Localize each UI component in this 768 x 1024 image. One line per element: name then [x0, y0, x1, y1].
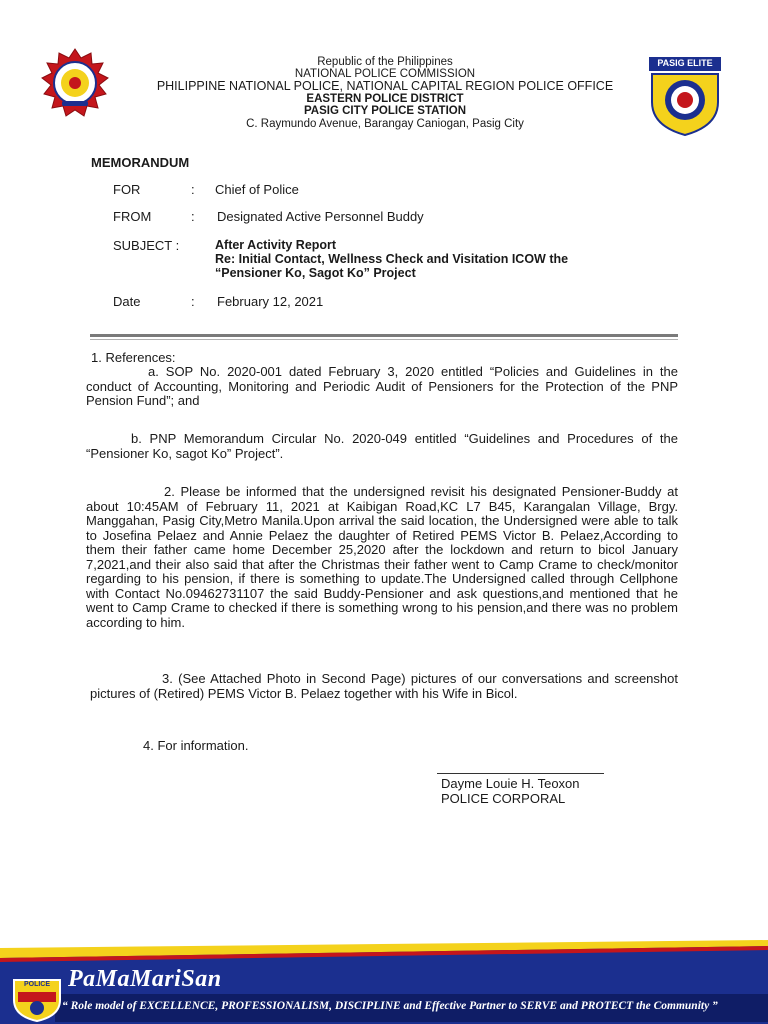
header-pnp: PHILIPPINE NATIONAL POLICE, NATIONAL CAPITAL REGION POLICE OFFICE	[156, 79, 614, 93]
subject-label: SUBJECT :	[113, 238, 180, 253]
header-epd: EASTERN POLICE DISTRICT	[306, 93, 464, 105]
date-label: Date	[113, 294, 141, 309]
from-value: Designated Active Personnel Buddy	[217, 209, 424, 224]
header-republic: Republic of the Philippines	[317, 56, 453, 68]
pasig-elite-logo	[646, 56, 724, 136]
from-label: FROM	[113, 209, 152, 224]
footer-banner	[0, 940, 768, 1024]
header-station: PASIG CITY POLICE STATION	[303, 105, 467, 117]
subject-line-1: After Activity Report	[215, 238, 337, 252]
reference-a: a. SOP No. 2020-001 dated February 3, 2020 entitled “Policies and Guidelines in the conduct of Accounting, Monitoring and Periodic Audit of Pensioners for the Protection of the PNP Pension Fund”; and	[86, 364, 678, 408]
paragraph-4: 4. For information.	[143, 738, 249, 753]
date-colon: :	[191, 294, 195, 309]
for-label: FOR	[113, 182, 141, 197]
police-badge	[10, 974, 64, 1024]
subject-line-2: Re: Initial Contact, Wellness Check and Visitation ICOW the	[215, 252, 569, 266]
header-napolcom: NATIONAL POLICE COMMISSION	[294, 68, 476, 80]
signatory-rank: POLICE CORPORAL	[441, 791, 566, 806]
for-value: Chief of Police	[215, 182, 299, 197]
paragraph-3: 3. (See Attached Photo in Second Page) pictures of our conversations and screenshot pictures of (Retired) PEMS Victor B. Pelaez together with his Wife in Bicol.	[90, 671, 678, 701]
pnp-logo	[40, 48, 110, 118]
from-colon: :	[191, 209, 195, 224]
separator-rule-thin	[90, 339, 678, 340]
references-heading: 1. References:	[91, 350, 176, 365]
reference-b: b. PNP Memorandum Circular No. 2020-049 entitled “Guidelines and Procedures of the “Pensioner Ko, sagot Ko” Project”.	[86, 431, 678, 461]
for-colon: :	[191, 182, 195, 197]
memo-title: MEMORANDUM	[91, 155, 190, 170]
footer-brand: PaMaMariSan	[68, 966, 222, 992]
separator-rule	[90, 334, 678, 337]
pasig-elite-label: PASIG ELITE	[657, 58, 713, 68]
footer-tagline: “ Role model of EXCELLENCE, PROFESSIONALISM, DISCIPLINE and Effective Partner to SERVE and PROTECT the Community ”	[62, 1000, 718, 1012]
signatory-name: Dayme Louie H. Teoxon	[441, 776, 580, 791]
subject-line-3: “Pensioner Ko, Sagot Ko” Project	[215, 266, 416, 280]
date-value: February 12, 2021	[217, 294, 324, 309]
paragraph-2: 2. Please be informed that the undersigned revisit his designated Pensioner-Buddy at about 10:45AM of February 11, 2021 at Kaibigan Road,KC L7 B45, Karangalan Village, Brgy. Manggahan, Pasig City,Metro Manila.Upon arrival the said location, the Undersigned were able to talk to Josefina Pelaez and Annie Pelaez the daughter of Retired PEMS Victor B. Pelaez,According to them their father came home December 25,2020 after the lockdown and return to bicol January 7,2021,and their also said that after the Christmas their father went to Camp Crame to check/monitor regarding to his pension, if there is something to update.The Undersigned called through Cellphone with Contact No.09462731107 the said Buddy-Pensioner and ask questions,and mentioned that he went to Camp Crame to checked if there is something wrong to his pension,and there was no problem according to him.	[86, 484, 678, 630]
signature-line	[437, 773, 604, 774]
police-badge-label: POLICE	[23, 981, 51, 988]
header-address: C. Raymundo Avenue, Barangay Caniogan, Pasig City	[246, 118, 524, 130]
